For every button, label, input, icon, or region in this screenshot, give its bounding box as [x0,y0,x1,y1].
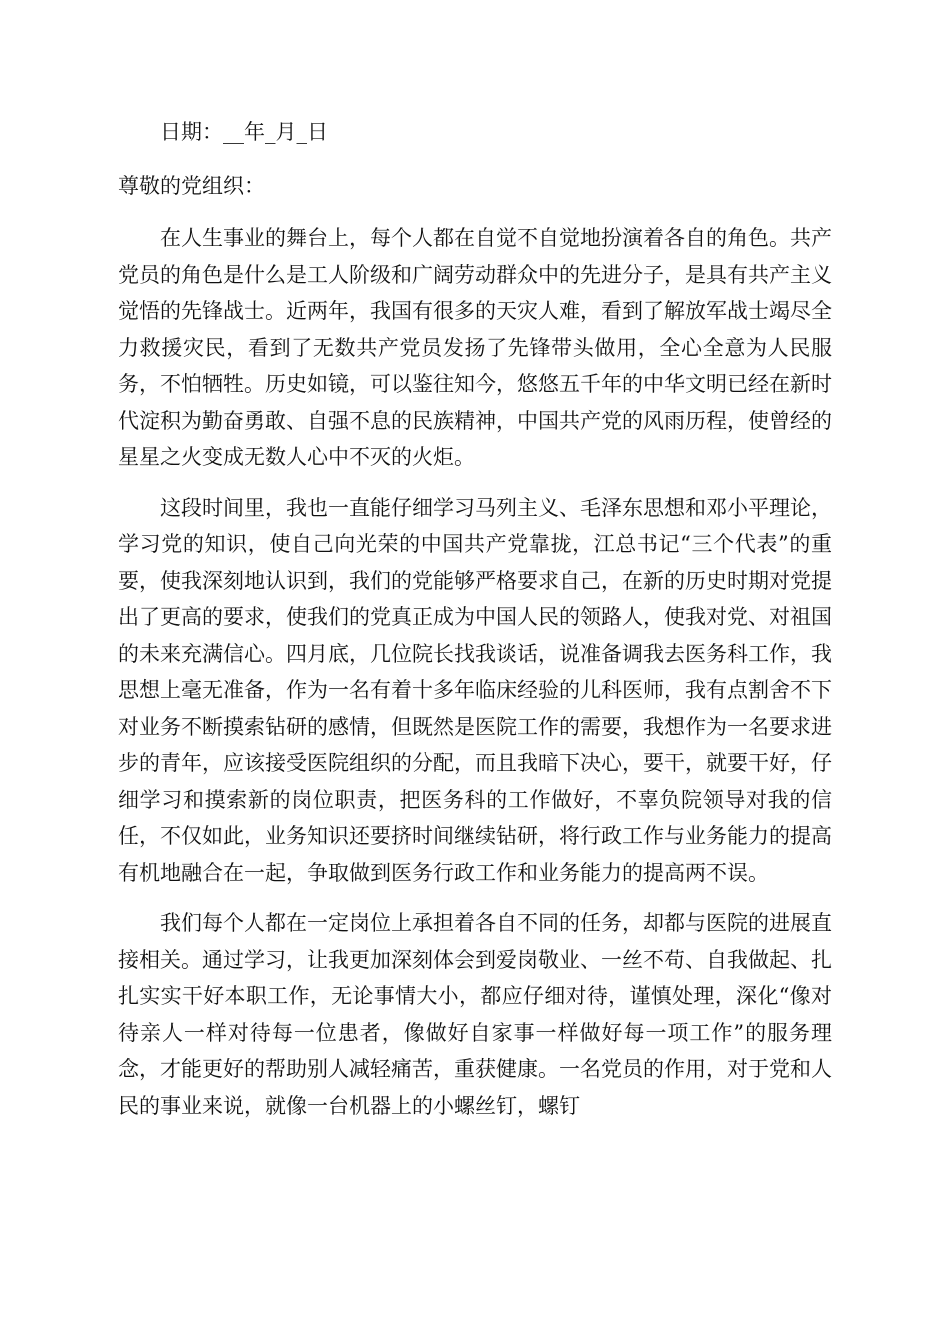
greeting: 尊敬的党组织： [118,174,265,198]
date-line: 日期：__年_月_日 [160,120,328,144]
body-text [118,220,832,1138]
paragraph-2: 这段时间里，我也一直能仔细学习马列主义、毛泽东思想和邓小平理论，学习党的知识，使自己向光荣的中国共产党靠拢，江总书记“三个代表”的重要，使我深刻地认识到，我们的党能够严格要求自己，在新的历史时期对党提出了更高的要求，使我们的党真正成为中国人民的领路人，使我对党、对祖国的未来充满信心。四月底，几位院长找我谈话，说准备调我去医务科工作，我思想上毫无准备，作为一名有着十多年临床经验的儿科医师，我有点割舍不下对业务不断摸索钻研的感情，但既然是医院工作的需要，我想作为一名要求进步的青年，应该接受医院组织的分配，而且我暗下决心，要干，就要干好，仔细学习和摸索新的岗位职责，把医务科的工作做好，不辜负院领导对我的信任，不仅如此，业务知识还要挤时间继续钻研，将行政工作与业务能力的提高有机地融合在一起，争取做到医务行政工作和业务能力的提高两不误。 [118,495,832,885]
paragraph-3: 我们每个人都在一定岗位上承担着各自不同的任务，却都与医院的进展直接相关。通过学习，让我更加深刻体会到爱岗敬业、一丝不苟、自我做起、扎扎实实干好本职工作，无论事情大小，都应仔细对待，谨慎处理，深化“像对待亲人一样对待每一位患者，像做好自家事一样做好每一项工作”的服务理念，才能更好的帮助别人减轻痛苦，重获健康。一名党员的作用，对于党和人民的事业来说，就像一台机器上的小螺丝钉，螺钉 [118,911,832,1118]
paragraph-1: 在人生事业的舞台上，每个人都在自觉不自觉地扮演着各自的角色。共产党员的角色是什么是工人阶级和广阔劳动群众中的先进分子，是具有共产主义觉悟的先锋战士。近两年，我国有很多的天灾人难，看到了解放军战士竭尽全力救援灾民，看到了无数共产党员发扬了先锋带头做用，全心全意为人民服务，不怕牺牲。历史如镜，可以鉴往知今，悠悠五千年的中华文明已经在新时代淀积为勤奋勇敢、自强不息的民族精神，中国共产党的风雨历程，使曾经的星星之火变成无数人心中不灭的火炬。 [118,226,832,469]
